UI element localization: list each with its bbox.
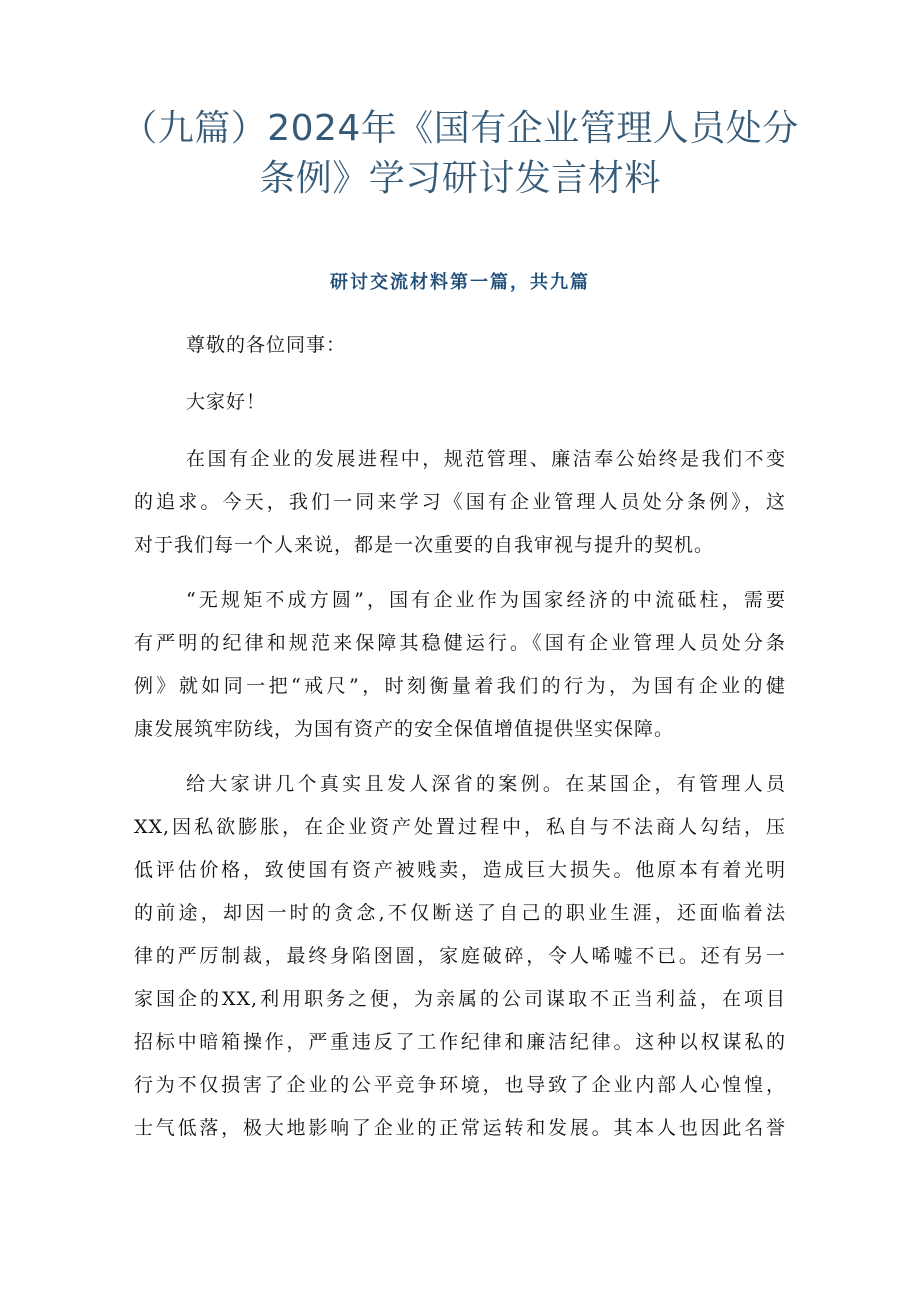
paragraph-line: 康发展筑牢防线，为国有资产的安全保值增值提供坚实保障。 bbox=[134, 718, 675, 740]
paragraph-line: 对于我们每一个人来说，都是一次重要的自我审视与提升的契机。 bbox=[134, 534, 715, 556]
greeting-line: 尊敬的各位同事： bbox=[186, 334, 347, 356]
paragraph-line: 律的严厉制裁，最终身陷囹圄，家庭破碎，令人唏嘘不已。还有另一 bbox=[134, 945, 786, 967]
title-line-2: 条例》学习研讨发言材料 bbox=[259, 158, 661, 199]
paragraph-line: 在国有企业的发展进程中，规范管理、廉洁奉公始终是我们不变 bbox=[186, 448, 786, 470]
paragraph-line: 的追求。今天，我们一同来学习《国有企业管理人员处分条例》，这 bbox=[134, 491, 786, 513]
paragraph-line: 给大家讲几个真实且发人深省的案例。在某国企，有管理人员 bbox=[186, 773, 786, 795]
document-title bbox=[100, 104, 820, 204]
paragraph-line: “无规矩不成方圆”，国有企业作为国家经济的中流砥柱，需要 bbox=[186, 589, 786, 611]
paragraph-line: 士气低落，极大地影响了企业的正常运转和发展。其本人也因此名誉 bbox=[134, 1117, 786, 1139]
hello-paragraph bbox=[134, 383, 786, 426]
body-paragraph-3 bbox=[134, 765, 786, 1152]
paragraph-line: 的前途，却因一时的贪念,不仅断送了自己的职业生涯，还面临着法 bbox=[134, 902, 786, 924]
hello-line: 大家好！ bbox=[186, 391, 267, 413]
paragraph-line: 行为不仅损害了企业的公平竞争环境，也导致了企业内部人心惶惶， bbox=[134, 1074, 786, 1096]
paragraph-line: 低评估价格，致使国有资产被贱卖，造成巨大损失。他原本有着光明 bbox=[134, 859, 786, 881]
paragraph-line: 有严明的纪律和规范来保障其稳健运行。《国有企业管理人员处分条 bbox=[134, 632, 786, 654]
paragraph-line: 例》就如同一把“戒尺”，时刻衡量着我们的行为，为国有企业的健 bbox=[134, 675, 786, 697]
document-subtitle: 研讨交流材料第一篇，共九篇 bbox=[330, 272, 590, 293]
body-paragraph-2 bbox=[134, 581, 786, 753]
greeting-paragraph bbox=[134, 326, 786, 369]
paragraph-line: XX,因私欲膨胀，在企业资产处置过程中，私自与不法商人勾结，压 bbox=[134, 816, 786, 838]
paragraph-line: 招标中暗箱操作，严重违反了工作纪律和廉洁纪律。这种以权谋私的 bbox=[134, 1031, 786, 1053]
paragraph-line: 家国企的XX,利用职务之便，为亲属的公司谋取不正当利益，在项目 bbox=[134, 988, 786, 1010]
body-paragraph-1 bbox=[134, 440, 786, 569]
title-line-1: （九篇）2024年《国有企业管理人员处分 bbox=[121, 108, 799, 149]
document-body bbox=[134, 326, 786, 1152]
